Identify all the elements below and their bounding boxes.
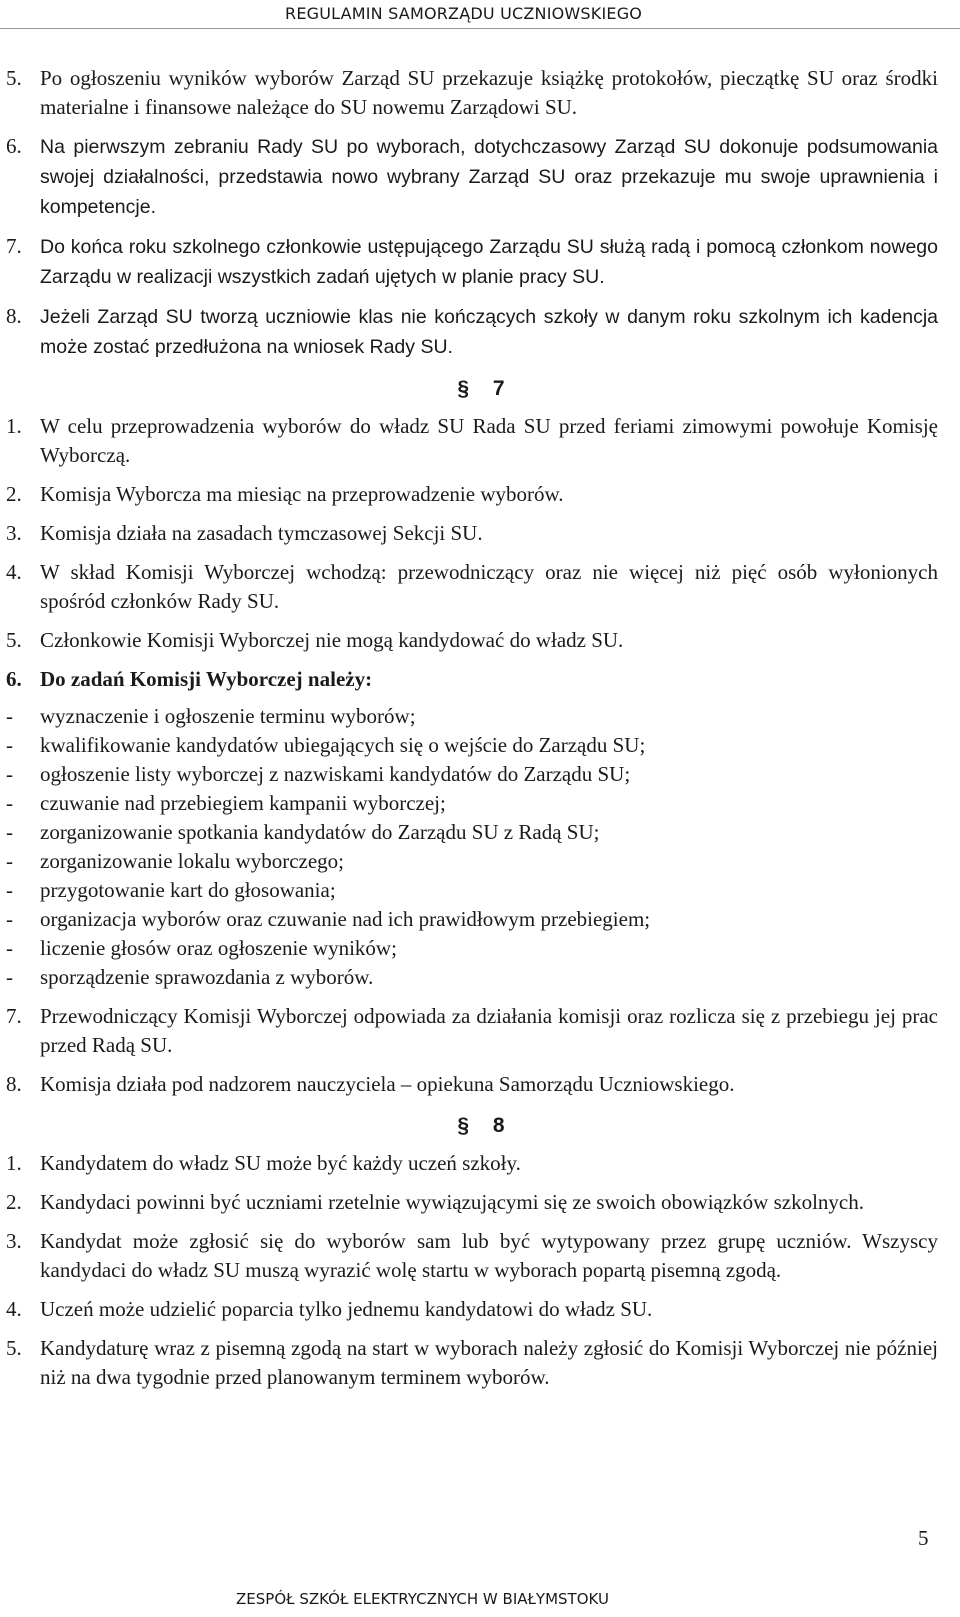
duty-text: liczenie głosów oraz ogłoszenie wyników;	[40, 936, 397, 960]
item-number: 1.	[6, 414, 22, 438]
dash-marker: -	[6, 704, 13, 728]
item-number: 8.	[6, 1072, 22, 1096]
running-footer: ZESPÓŁ SZKÓŁ ELEKTRYCZNYCH W BIAŁYMSTOKU	[236, 1590, 609, 1608]
item-number: 4.	[6, 1297, 22, 1321]
list-item	[6, 132, 938, 222]
list-item	[6, 519, 938, 548]
item-text: Kandydaci powinni być uczniami rzetelnie wywiązującymi się ze swoich obowiązków szkolnych.	[40, 1190, 864, 1214]
item-text: Na pierwszym zebraniu Rady SU po wyborach, dotychczasowy Zarząd SU dokonuje podsumowania swojej działalności, przedstawia nowo wybrany Zarząd SU oraz przekazuje mu swoje uprawnienia i kompetencje.	[40, 136, 938, 218]
duty-item	[6, 760, 938, 789]
duty-text: wyznaczenie i ogłoszenie terminu wyborów;	[40, 704, 416, 728]
item-number: 6.	[6, 134, 22, 158]
list-item	[6, 1334, 938, 1392]
list-item	[6, 1188, 938, 1217]
duty-text: przygotowanie kart do głosowania;	[40, 878, 336, 902]
duty-text: sporządzenie sprawozdania z wyborów.	[40, 965, 374, 989]
duty-item	[6, 847, 938, 876]
list-item	[6, 558, 938, 616]
item-number: 5.	[6, 66, 22, 90]
item-text: Komisja działa pod nadzorem nauczyciela – opiekuna Samorządu Uczniowskiego.	[40, 1072, 735, 1096]
item-text: Przewodniczący Komisji Wyborczej odpowiada za działania komisji oraz rozlicza się z przebiegu jej prac przed Radą SU.	[40, 1004, 938, 1057]
document-body	[6, 64, 938, 1402]
list-item-duties-heading	[6, 665, 938, 694]
item-text: Do końca roku szkolnego członkowie ustępującego Zarządu SU służą radą i pomocą członkom nowego Zarządu w realizacji wszystkich zadań ujętych w planie pracy SU.	[40, 236, 938, 288]
item-text: Komisja działa na zasadach tymczasowej Sekcji SU.	[40, 521, 483, 545]
duty-text: czuwanie nad przebiegiem kampanii wyborczej;	[40, 791, 446, 815]
list-item	[6, 1002, 938, 1060]
list-item	[6, 302, 938, 362]
item-text: Po ogłoszeniu wyników wyborów Zarząd SU przekazuje książkę protokołów, pieczątkę SU oraz środki materialne i finansowe należące do SU nowemu Zarządowi SU.	[40, 66, 938, 119]
list-item	[6, 1227, 938, 1285]
item-number: 7.	[6, 234, 22, 258]
duty-item	[6, 963, 938, 992]
item-text: Kandydat może zgłosić się do wyborów sam lub być wytypowany przez grupę uczniów. Wszyscy kandydaci do władz SU muszą wyrazić wolę startu w wyborach popartą pisemną zgodą.	[40, 1229, 938, 1282]
section-number: 8	[492, 1114, 505, 1137]
item-text: Kandydatem do władz SU może być każdy uczeń szkoły.	[40, 1151, 521, 1175]
header-title: REGULAMIN SAMORZĄDU UCZNIOWSKIEGO	[285, 4, 643, 23]
item-number: 2.	[6, 1190, 22, 1214]
dash-marker: -	[6, 878, 13, 902]
section-number: 7	[492, 377, 505, 400]
dash-marker: -	[6, 936, 13, 960]
duty-text: zorganizowanie lokalu wyborczego;	[40, 849, 344, 873]
item-number: 1.	[6, 1151, 22, 1175]
item-number: 2.	[6, 482, 22, 506]
duty-text: ogłoszenie listy wyborczej z nazwiskami kandydatów do Zarządu SU;	[40, 762, 631, 786]
duty-item	[6, 702, 938, 731]
list-item	[6, 232, 938, 292]
header-rule	[0, 28, 960, 29]
list-item	[6, 1070, 938, 1099]
item-text: Członkowie Komisji Wyborczej nie mogą kandydować do władz SU.	[40, 628, 624, 652]
section-symbol: §	[457, 377, 470, 400]
item-text: W celu przeprowadzenia wyborów do władz SU Rada SU przed feriami zimowymi powołuje Komisję Wyborczą.	[40, 414, 938, 467]
list-item	[6, 1295, 938, 1324]
duty-text: kwalifikowanie kandydatów ubiegających się o wejście do Zarządu SU;	[40, 733, 646, 757]
item-text: Kandydaturę wraz z pisemną zgodą na start w wyborach należy zgłosić do Komisji Wyborczej nie później niż na dwa tygodnie przed planowanym terminem wyborów.	[40, 1336, 938, 1389]
duty-item	[6, 818, 938, 847]
duty-item	[6, 789, 938, 818]
section-heading-8	[6, 1109, 938, 1143]
dash-marker: -	[6, 791, 13, 815]
list-item	[6, 480, 938, 509]
item-number: 6.	[6, 667, 22, 691]
item-text: Jeżeli Zarząd SU tworzą uczniowie klas nie kończących szkoły w danym roku szkolnym ich kadencja może zostać przedłużona na wniosek Rady SU.	[40, 306, 938, 358]
item-number: 4.	[6, 560, 22, 584]
item-text: Uczeń może udzielić poparcia tylko jednemu kandydatowi do władz SU.	[40, 1297, 653, 1321]
section-symbol: §	[457, 1114, 470, 1137]
dash-marker: -	[6, 762, 13, 786]
item-number: 3.	[6, 1229, 22, 1253]
item-number: 5.	[6, 1336, 22, 1360]
duties-list	[6, 702, 938, 992]
list-item	[6, 64, 938, 122]
duty-item	[6, 934, 938, 963]
item-number: 7.	[6, 1004, 22, 1028]
list-item	[6, 412, 938, 470]
list-item	[6, 626, 938, 655]
dash-marker: -	[6, 733, 13, 757]
section-heading-7	[6, 372, 938, 406]
dash-marker: -	[6, 907, 13, 931]
item-text: Komisja Wyborcza ma miesiąc na przeprowadzenie wyborów.	[40, 482, 564, 506]
duty-item	[6, 905, 938, 934]
running-header	[0, 0, 960, 30]
item-text: Do zadań Komisji Wyborczej należy:	[40, 667, 373, 691]
item-number: 3.	[6, 521, 22, 545]
dash-marker: -	[6, 820, 13, 844]
item-text: W skład Komisji Wyborczej wchodzą: przewodniczący oraz nie więcej niż pięć osób wyłonionych spośród członków Rady SU.	[40, 560, 938, 613]
duty-text: zorganizowanie spotkania kandydatów do Zarządu SU z Radą SU;	[40, 820, 600, 844]
item-number: 8.	[6, 304, 22, 328]
page-number: 5	[918, 1526, 929, 1550]
duty-item	[6, 876, 938, 905]
dash-marker: -	[6, 965, 13, 989]
duty-item	[6, 731, 938, 760]
item-number: 5.	[6, 628, 22, 652]
list-item	[6, 1149, 938, 1178]
duty-text: organizacja wyborów oraz czuwanie nad ich prawidłowym przebiegiem;	[40, 907, 651, 931]
dash-marker: -	[6, 849, 13, 873]
